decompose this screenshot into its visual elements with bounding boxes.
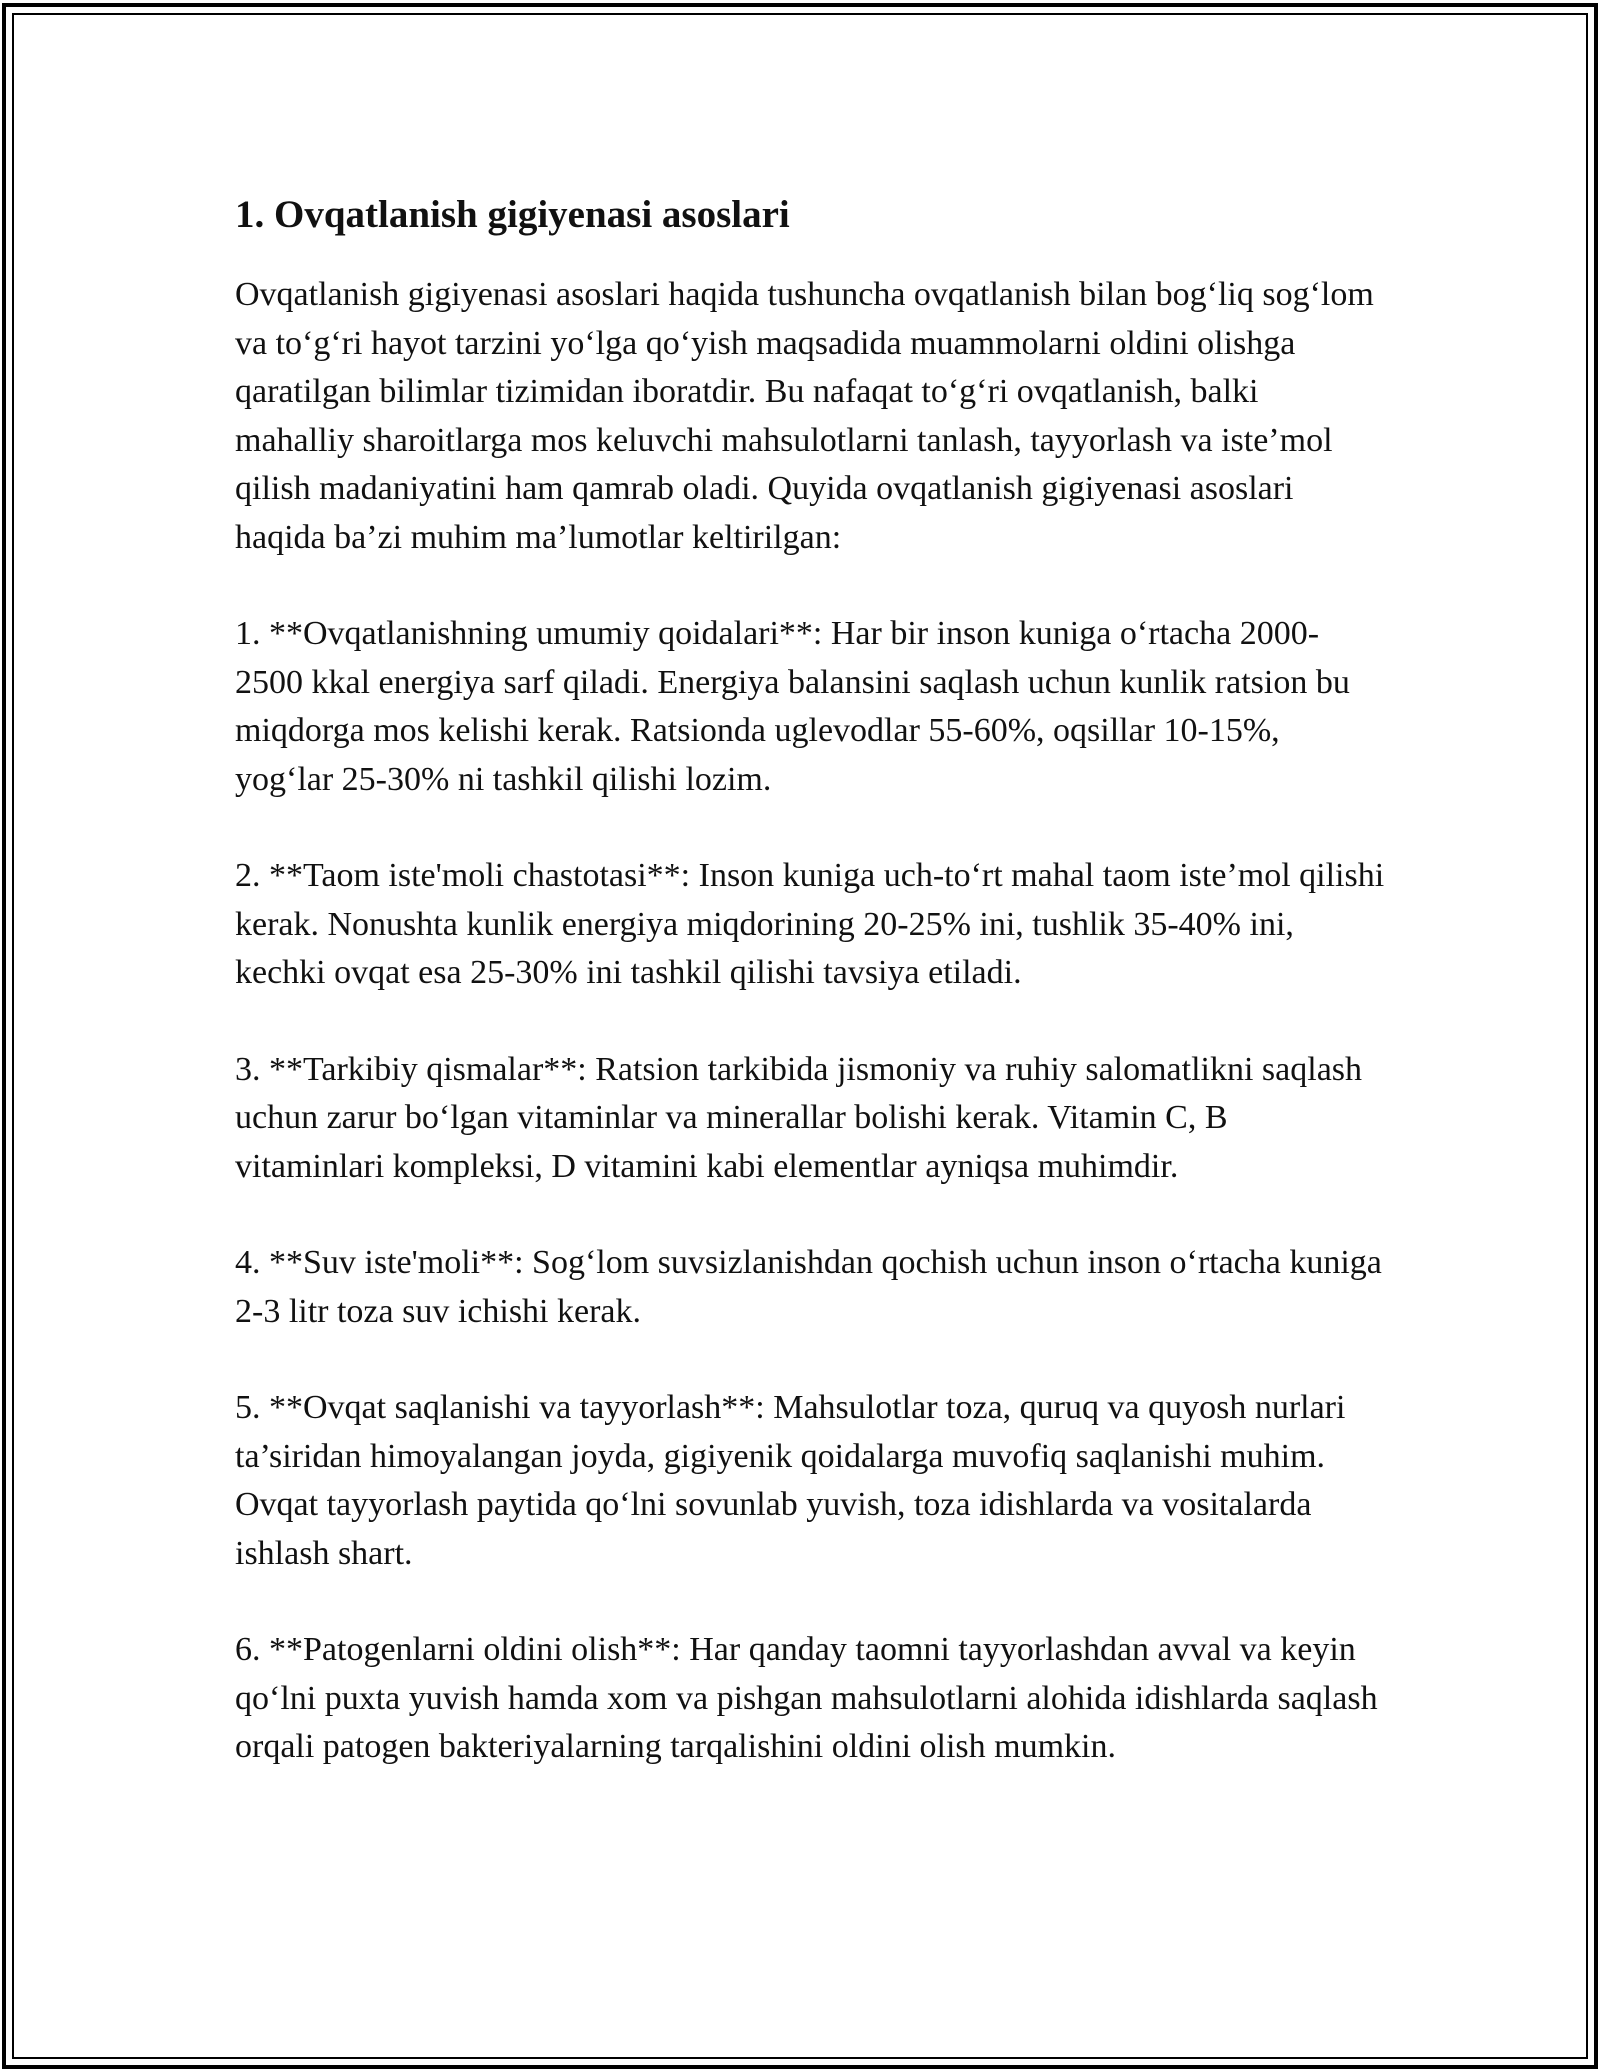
- paragraph-food-storage: 5. **Ovqat saqlanishi va tayyorlash**: Mahsulotlar toza, quruq va quyosh nurlari ta’siridan himoyalangan joyda, gigiyenik qoidalarga muvofiq saqlanishi muhim. Ovqat tayyorlash paytida qo‘lni sovunlab yuvish, toza idishlarda va vositalarda ishlash shart.: [235, 1389, 1346, 1572]
- section-heading: 1. Ovqatlanish gigiyenasi asoslari: [235, 193, 790, 236]
- paragraph-general-rules: 1. **Ovqatlanishning umumiy qoidalari**: Har bir inson kuniga o‘rtacha 2000-2500 kkal energiya sarf qiladi. Energiya balansini saqlash uchun kunlik ratsion bu miqdorga mos kelishi kerak. Ratsionda uglevodlar 55-60%, oqsillar 10-15%, yog‘lar 25-30% ni tashkil qilishi lozim.: [235, 615, 1350, 798]
- intro-paragraph: Ovqatlanish gigiyenasi asoslari haqida tushuncha ovqatlanish bilan bog‘liq sog‘lom va to‘g‘ri hayot tarzini yo‘lga qo‘yish maqsadida muammolarni oldini olishga qaratilgan bilimlar tizimidan iboratdir. Bu nafaqat to‘g‘ri ovqatlanish, balki mahalliy sharoitlarga mos keluvchi mahsulotlarni tanlash, tayyorlash va iste’mol qilish madaniyatini ham qamrab oladi. Quyida ovqatlanish gigiyenasi asoslari haqida ba’zi muhim ma’lumotlar keltirilgan:: [235, 276, 1374, 556]
- paragraph-water-intake: 4. **Suv iste'moli**: Sog‘lom suvsizlanishdan qochish uchun inson o‘rtacha kuniga 2-3 litr toza suv ichishi kerak.: [235, 1244, 1382, 1330]
- paragraph-meal-frequency: 2. **Taom iste'moli chastotasi**: Inson kuniga uch-to‘rt mahal taom iste’mol qilishi kerak. Nonushta kunlik energiya miqdorining 20-25% ini, tushlik 35-40% ini, kechki ovqat esa 25-30% ini tashkil qilishi tavsiya etiladi.: [235, 857, 1385, 991]
- document-body: [235, 185, 1385, 1820]
- paragraph-components: 3. **Tarkibiy qismalar**: Ratsion tarkibida jismoniy va ruhiy salomatlikni saqlash uchun zarur bo‘lgan vitaminlar va minerallar bolishi kerak. Vitamin C, B vitaminlari kompleksi, D vitamini kabi elementlar ayniqsa muhimdir.: [235, 1050, 1363, 1185]
- paragraph-pathogen-prevention: 6. **Patogenlarni oldini olish**: Har qanday taomni tayyorlashdan avval va keyin qo‘lni puxta yuvish hamda xom va pishgan mahsulotlarni alohida idishlarda saqlash orqali patogen bakteriyalarning tarqalishini oldini olish mumkin.: [235, 1631, 1378, 1765]
